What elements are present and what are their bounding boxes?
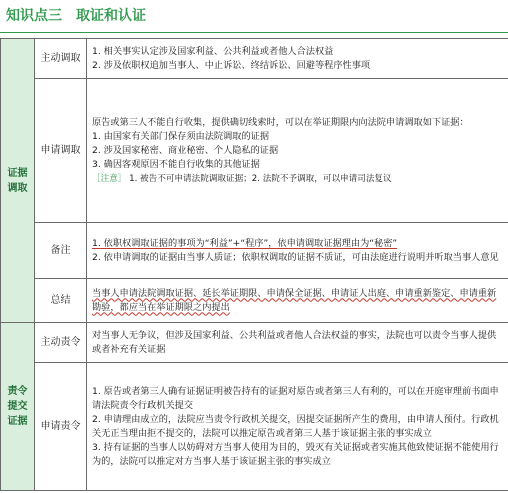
note-line [92, 172, 503, 186]
table-row [1, 363, 508, 491]
content-line: 1. 依职权调取证据的事项为“利益”+“程序”，依申请调取证据理由为“秘密” [92, 237, 398, 249]
table-row [1, 279, 508, 323]
content-line: 2. 涉及国家秘密、商业秘密、个人隐私的证据 [92, 144, 279, 156]
content-line: 1. 由国家有关部门保存须由法院调取的证据 [92, 130, 270, 142]
group-label-text: 证据 调取 [7, 167, 28, 194]
row-content [87, 279, 508, 323]
row-label: 申请责令 [35, 363, 87, 491]
table-row [1, 39, 508, 79]
row-content [87, 363, 508, 491]
row-label: 总结 [35, 279, 87, 323]
content-line: 对当事人无争议，但涉及国家利益、公共利益或者他人合法权益的事实，法院也可以责令当事人提供或者补充有关证据 [92, 329, 497, 355]
row-label: 主动调取 [35, 39, 87, 79]
title-divider [0, 32, 508, 33]
note-tag: ［注意］ [92, 173, 127, 184]
row-content [87, 79, 508, 223]
group-label-order-submission [1, 323, 35, 491]
row-label: 申请调取 [35, 79, 87, 223]
content-line: 原告或第三人不能自行收集，提供确切线索时，可以在举证期限内向法院申请调取如下证据： [92, 116, 469, 128]
section-title [6, 0, 502, 30]
row-label: 备注 [35, 223, 87, 279]
table-row [1, 79, 508, 223]
row-content [87, 223, 508, 279]
content-line: 2. 涉及依职权追加当事人、中止诉讼、终结诉讼、回避等程序性事项 [92, 59, 371, 71]
group-label-text: 责令 提交 证据 [7, 386, 28, 427]
row-label: 主动责令 [35, 323, 87, 363]
content-line: 3. 确因客观原因不能自行收集的其他证据 [92, 158, 260, 170]
content-line: 1. 相关事实认定涉及国家利益、公共利益或者他人合法权益 [92, 45, 334, 57]
content-line: 3. 持有证据的当事人以妨碍对方当事人使用为目的，毁灭有关证据或者实施其他致使证据不能使用行为的，法院可以推定对方当事人基于该证据主张的事实成立 [92, 441, 499, 467]
row-content [87, 39, 508, 79]
content-line: 当事人申请法院调取证据、延长举证期限、申请保全证据、申请证人出庭、申请重新鉴定、申请重新勘验，都应当在举证期限之内提出 [92, 287, 497, 313]
evidence-table [0, 38, 508, 491]
content-line: 1. 原告或者第三人确有证据证明被告持有的证据对原告或者第三人有利的，可以在开庭审理前书面申请法院责令行政机关提交 [92, 385, 499, 411]
title-topic: 知识点三 [6, 8, 62, 24]
title-name: 取证和认证 [76, 8, 146, 24]
group-label-evidence-collection [1, 39, 35, 323]
content-line: 2. 申请理由成立的，法院应当责令行政机关提交，因提交证据所产生的费用，由申请人预付。行政机关无正当理由拒不提交的，法院可以推定原告或者第三人基于该证据主张的事实成立 [92, 413, 499, 439]
content-line: 2. 依申请调取的证据由当事人质证；依职权调取的证据不质证，可由法庭进行说明并听取当事人意见 [92, 251, 499, 263]
note-text: 1. 被告不可申请法院调取证据；2. 法院不予调取，可以申请司法复议 [129, 173, 392, 184]
row-content [87, 323, 508, 363]
table-row [1, 223, 508, 279]
table-row [1, 323, 508, 363]
